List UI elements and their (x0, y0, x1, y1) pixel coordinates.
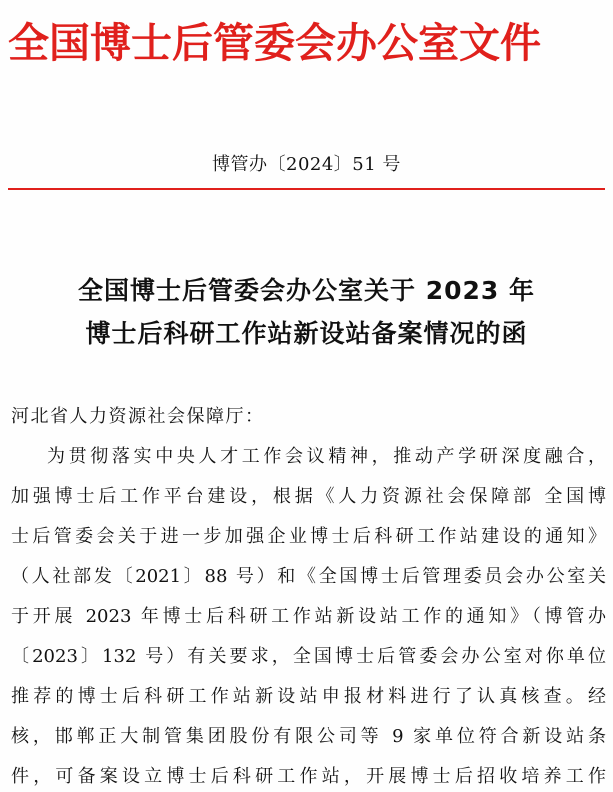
body-line-8: 核，邯郸正大制管集团股份有限公司等 9 家单位符合新设站条 (11, 726, 606, 747)
document-title-line-2: 博士后科研工作站新设站备案情况的函 (85, 319, 528, 348)
body-paragraph (11, 437, 606, 792)
organization-header-title: 全国博士后管委会办公室文件 (8, 19, 541, 67)
addressee: 河北省人力资源社会保障厅： (11, 406, 265, 427)
body-line-7: 推荐的博士后科研工作站新设站申报材料进行了认真核查。经 (11, 686, 606, 707)
document-title-line-1: 全国博士后管委会办公室关于 2023 年 (78, 276, 535, 305)
body-line-5: 于开展 2023 年博士后科研工作站新设站工作的通知》（博管办 (11, 606, 606, 627)
body-line-9: 件，可备案设立博士后科研工作站，开展博士后招收培养工作 (11, 766, 606, 787)
body-line-1: 为贯彻落实中央人才工作会议精神，推动产学研深度融合， (47, 446, 606, 467)
red-separator-line (8, 188, 605, 190)
body-line-2: 加强博士后工作平台建设，根据《人力资源社会保障部 全国博 (11, 486, 606, 507)
body-line-3: 士后管委会关于进一步加强企业博士后科研工作站建设的通知》 (11, 526, 606, 547)
body-line-6: 〔2023〕132 号）有关要求，全国博士后管委会办公室对你单位 (11, 646, 606, 667)
body-line-4: （人社部发〔2021〕88 号）和《全国博士后管理委员会办公室关 (11, 566, 606, 587)
document-number: 博管办〔2024〕51 号 (212, 154, 401, 175)
